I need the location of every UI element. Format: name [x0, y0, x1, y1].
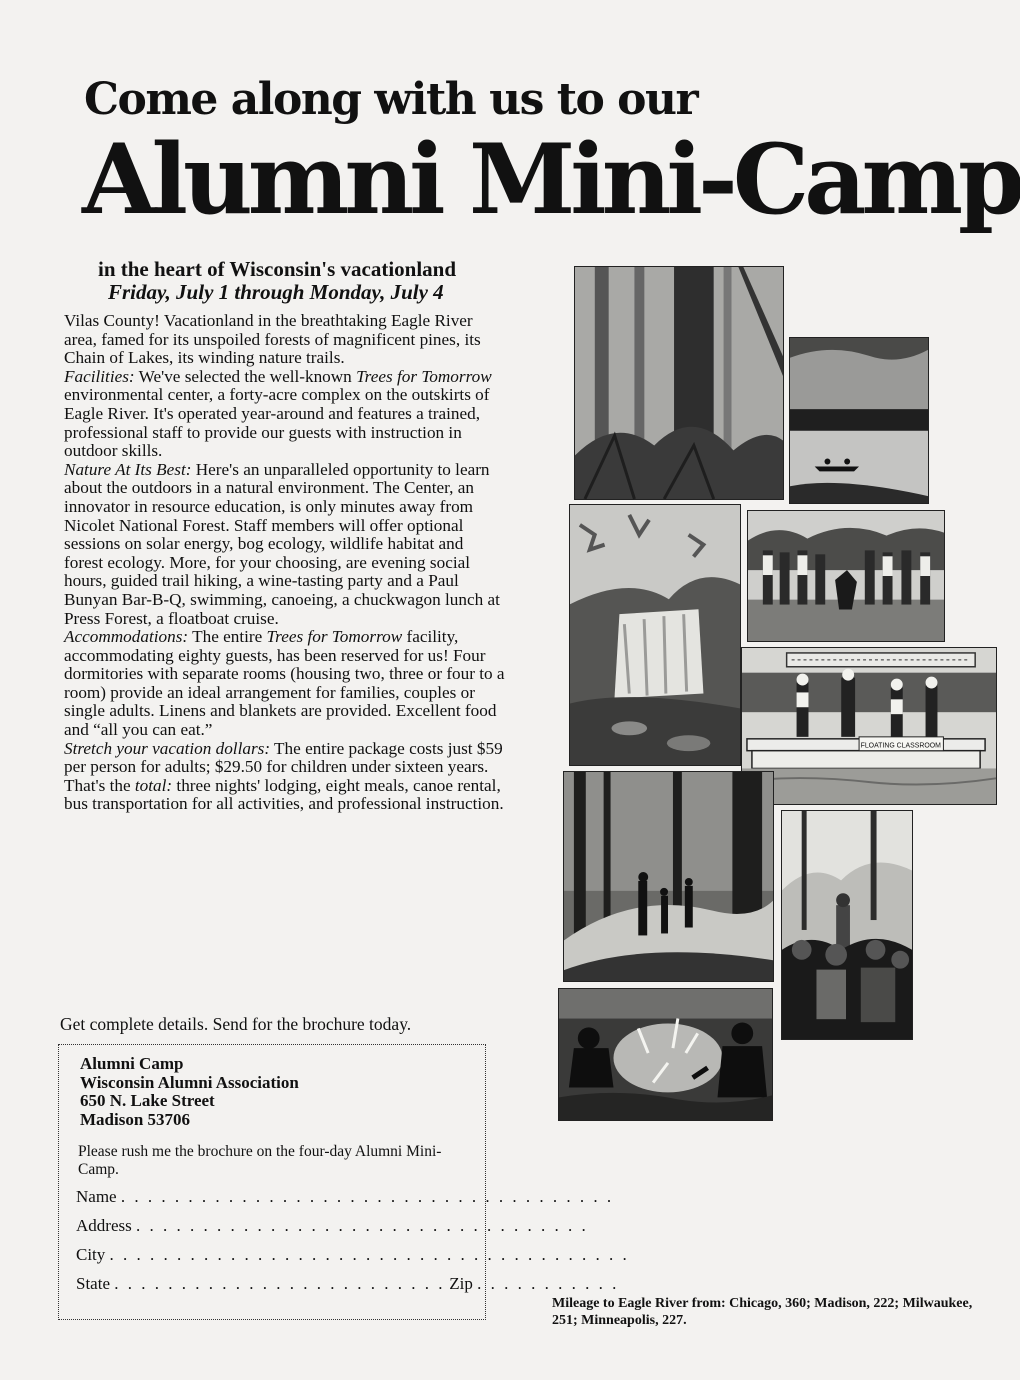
facilities-paragraph — [64, 368, 506, 461]
accommodations-center-name: Trees for Tomorrow — [266, 627, 403, 647]
forest-pines-photo — [574, 266, 784, 500]
subhead — [98, 258, 518, 304]
waterfall-photo — [569, 504, 741, 766]
address-line: 650 N. Lake Street — [80, 1091, 215, 1110]
mileage-note: Mileage to Eagle River from: Chicago, 360; Madison, 222; Milwaukee, 251; Minneapolis, 227. — [552, 1296, 973, 1328]
intro-paragraph: Vilas County! Vacationland in the breathtaking Eagle River area, famed for its unspoiled forests of magnificent pines, its Chain of Lakes, its winding nature trails. — [64, 311, 481, 368]
pricing-total: total: — [134, 775, 173, 795]
subhead-location: in the heart of Wisconsin's vacationland — [98, 257, 457, 281]
address-line: Wisconsin Alumni Association — [80, 1072, 299, 1092]
pricing-text-a: The entire package costs just $59 per person for adults; $29.50 for children under sixteen years. That's the — [64, 738, 503, 795]
city-field[interactable]: City . . . . . . . . . . . . . . . . . . . . . . . . . . . . . . . . . . . . . . . — [76, 1245, 630, 1264]
nature-text: Here's an unparalleled opportunity to learn about the outdoors in a natural environment. The Center, an innovator in resource education, is only minutes away from Nicolet National Forest. Staff members will offer optional sessions on solar energy, bog ecology, wildlife habitat and forest ecology. More, for your choosing, are evening social hours, guided trail hiking, a wine-tasting party and a Paul Bunyan Bar-B-Q, swimming, canoeing, a chuckwagon lunch at Press Forest, a floatboat cruise. — [64, 459, 500, 628]
forest-trail-hikers-photo — [563, 771, 774, 982]
pricing-paragraph — [64, 740, 506, 814]
address-field[interactable]: Address . . . . . . . . . . . . . . . . . . . . . . . . . . . . . . . . . . — [76, 1216, 589, 1235]
zip-label: Zip — [449, 1274, 473, 1293]
nature-lead: Nature At Its Best: — [64, 459, 192, 479]
facilities-center-name: Trees for Tomorrow — [356, 366, 492, 386]
swimming-photo — [558, 988, 773, 1121]
accommodations-paragraph — [64, 628, 506, 740]
pricing-text-b: three nights' lodging, eight meals, canoe rental, bus transportation for all activities, and professional instruction. — [64, 775, 504, 814]
facilities-text-b: environmental center, a forty-acre complex on the outskirts of Eagle River. It's operated year-around and features a trained, professional staff to provide our guests with instruction in outdoor skills. — [64, 385, 490, 461]
headline-title: Alumni Mini-Camp — [82, 123, 1020, 236]
name-field[interactable]: Name . . . . . . . . . . . . . . . . . . . . . . . . . . . . . . . . . . . . . — [76, 1187, 614, 1206]
floating-classroom-photo — [741, 647, 997, 805]
state-zip-field[interactable]: State . . . . . . . . . . . . . . . . . . . . . . . . . Zip . . . . . . . . . . . — [76, 1274, 619, 1293]
brochure-request-text: Please rush me the brochure on the four-day Alumni Mini-Camp. — [78, 1143, 442, 1178]
canoe-lake-photo — [789, 337, 929, 504]
accommodations-text-a: The entire — [188, 627, 267, 647]
address-label: Address — [76, 1216, 132, 1235]
state-label: State — [76, 1274, 110, 1293]
facilities-text-a: We've selected the well-known — [134, 366, 357, 386]
mail-in-coupon — [58, 1044, 630, 1320]
headline-line-1: Come along with us to our — [84, 74, 698, 125]
pricing-lead: Stretch your vacation dollars: — [64, 738, 271, 758]
address-line: Alumni Camp — [80, 1054, 184, 1073]
address-line: Madison 53706 — [80, 1109, 191, 1129]
call-to-action: Get complete details. Send for the brochure today. — [60, 1014, 412, 1034]
accommodations-text-b: facility, accommodating eighty guests, has been reserved for us! Four dormitories with separate rooms (housing two, three or four to a room) provide an ideal arrangement for families, couples or single adults. Linens and blankets are provided. Excellent food and “all you can eat.” — [64, 627, 505, 740]
body-copy — [64, 312, 506, 814]
subhead-dates: Friday, July 1 through Monday, July 4 — [108, 280, 444, 304]
nature-paragraph — [64, 461, 506, 628]
outdoor-lecture-photo — [781, 810, 913, 1040]
accommodations-lead: Accommodations: — [64, 627, 189, 647]
city-label: City — [76, 1245, 106, 1264]
name-label: Name — [76, 1187, 117, 1206]
facilities-lead: Facilities: — [64, 366, 135, 386]
floating-classroom-sign: FLOATING CLASSROOM — [860, 742, 941, 750]
group-outdoors-photo — [747, 510, 945, 642]
mailing-address — [80, 1055, 299, 1129]
